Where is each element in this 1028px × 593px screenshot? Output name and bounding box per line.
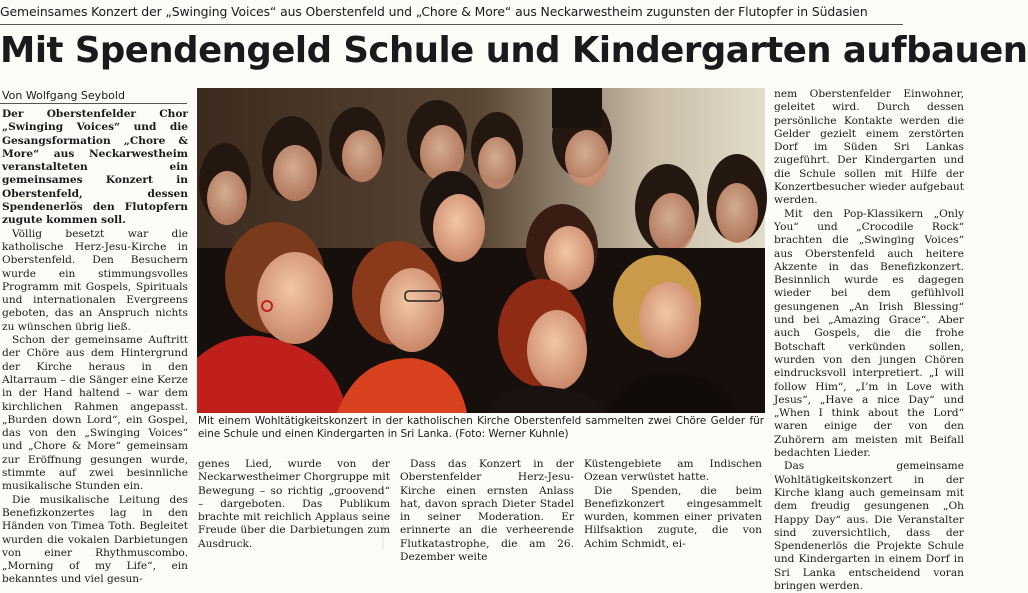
paragraph: Das gemeinsame Wohltätigkeitskonzert in der Kirche klang auch gemeinsam mit dem freudig gesungenen „Oh Happy Day“ aus. Die Veranstalter sind zuversichtlich, dass der Spendenerlös die Projekte Schule und Kindergarten in einem Dorf in Sri Lanka entscheidend voran bringen werden. [774, 460, 964, 592]
byline: Von Wolfgang Seybold [2, 89, 125, 102]
photo-caption: Mit einem Wohltätigkeitskonzert in der katholischen Kirche Oberstenfeld sammelten zwei Chöre Gelder für eine Schule und einen Kindergarten in Sri Lanka. (Foto: Werner Kuhnle) [198, 415, 764, 440]
article-kicker: Gemeinsames Konzert der „Swinging Voices“ aus Oberstenfeld und „Chore & More“ aus Neckarwestheim zugunsten der Flutopfer in Südasien [0, 4, 868, 19]
kicker-rule [0, 24, 903, 25]
paragraph: Die musikalische Leitung des Benefizkonzertes lag in den Händen von Timea Toth. Begleitet wurden die vokalen Darbietungen von einer Rhythmuscombo. „Morning of my Life“, ein bekanntes und viel gesun- [2, 493, 188, 586]
byline-rule [0, 103, 187, 104]
article-headline: Mit Spendengeld Schule und Kindergarten aufbauen [0, 30, 1028, 71]
paragraph: Mit den Pop-Klassikern „Only You“ und „Crocodile Rock“ brachten die „Swinging Voices“ aus Oberstenfeld auch heitere Akzente in das Benefizkonzert. Besinnlich wurde es dagegen wieder bei dem gefühlvoll gesungenen „An Irish Blessing“ und bei „Amazing Grace“. Aber auch Gospels, die die frohe Botschaft verkünden sollen, wurden von den jungen Chören eindrucksvoll interpretiert. „I will follow Him“, „I’m in Love with Jesus“, „Have a nice Day“ und „When I think about the Lord“ waren einige der von den Zuhörern am meisten mit Beifall bedachten Lieder. [774, 207, 964, 460]
lead-paragraph: Der Oberstenfelder Chor „Swinging Voices“ und die Gesangsformation „Chore & More“ aus Neckarwestheim veranstalteten ein gemeinsames Konzert in Oberstenfeld, dessen Spendenerlös den Flutopfern zugute kommen soll. [2, 108, 188, 227]
paper-fold-shadow [382, 458, 384, 550]
paragraph: Die Spenden, die beim Benefizkonzert eingesammelt wurden, kommen einer privaten Hilfsaktion zugute, die von Achim Schmidt, ei- [584, 484, 762, 550]
paragraph: Dass das Konzert in der Oberstenfelder Herz-Jesu-Kirche einen ernsten Anlass hat, davon sprach Dieter Stadel in seiner Moderation. Er erinnerte an die verheerende Flutkatastrophe, die am 26. Dezember weite [400, 458, 574, 564]
paragraph: genes Lied, wurde von der Neckarwestheimer Chorgruppe mit Bewegung – so richtig „groovend“ – dargeboten. Das Publikum brachte mit reichlich Applaus seine Freude über die Darbietungen zum Ausdruck. [198, 458, 390, 550]
paragraph: nem Oberstenfelder Einwohner, geleitet wird. Durch dessen persönliche Kontakte werden die Gelder gezielt einem zerstörten Dorf im Süden Sri Lankas zugeführt. Der Kindergarten und die Schule sollen mit Hilfe der Konzertbesucher wieder aufgebaut werden. [774, 88, 964, 207]
choir-photo [197, 88, 765, 413]
paragraph: Völlig besetzt war die katholische Herz-Jesu-Kirche in Oberstenfeld. Den Besuchern wurde ein stimmungsvolles Programm mit Gospels, Spirituals und internationalen Evergreens geboten, das an Anspruch nichts zu wünschen übrig ließ. [2, 227, 188, 333]
text-column-2 [198, 458, 390, 551]
text-column-4 [584, 458, 762, 551]
paragraph: Küstengebiete am Indischen Ozean verwüstet hatte. [584, 458, 762, 484]
text-column-3 [400, 458, 574, 564]
text-column-5 [774, 88, 964, 592]
text-column-1 [2, 108, 188, 586]
paragraph: Schon der gemeinsame Auftritt der Chöre aus dem Hintergrund der Kirche heraus in den Altarraum – die Sänger eine Kerze in der Hand haltend – war dem kirchlichen Rahmen angepasst. „Burden down Lord“, ein Gospel, das von den „Swinging Voices“ und „Chore & More“ gemeinsam zur Eröffnung gesungen wurde, stimmte auf zwei besinnliche musikalische Stunden ein. [2, 334, 188, 493]
